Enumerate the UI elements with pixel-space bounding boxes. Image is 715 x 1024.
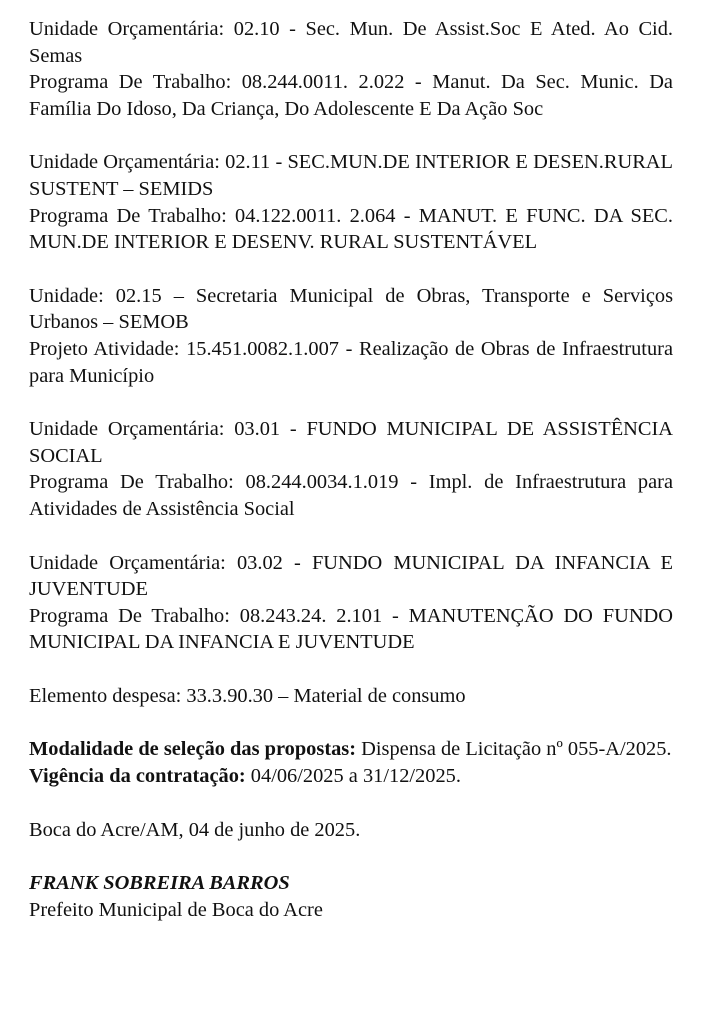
element-expense: Elemento despesa: 33.3.90.30 – Material de consumo: [29, 684, 466, 707]
program-02-11: Programa De Trabalho: 04.122.0011. 2.064 - MANUT. E FUNC. DA SEC. MUN.DE INTERIOR E DESENV. RURAL SUSTENTÁVEL: [29, 204, 673, 254]
signatory-title: Prefeito Municipal de Boca do Acre: [29, 898, 323, 921]
program-03-02: Programa De Trabalho: 08.243.24. 2.101 - MANUTENÇÃO DO FUNDO MUNICIPAL DA INFANCIA E JUVENTUDE: [29, 604, 673, 654]
unit-02-15: Unidade: 02.15 – Secretaria Municipal de Obras, Transporte e Serviços Urbanos – SEMOB: [29, 284, 673, 334]
spacer: [29, 256, 673, 283]
unit-03-02: Unidade Orçamentária: 03.02 - FUNDO MUNICIPAL DA INFANCIA E JUVENTUDE: [29, 551, 673, 601]
spacer: [29, 389, 673, 416]
spacer: [29, 523, 673, 550]
program-02-15: Projeto Atividade: 15.451.0082.1.007 - Realização de Obras de Infraestrutura para Município: [29, 337, 673, 387]
place-date: Boca do Acre/AM, 04 de junho de 2025.: [29, 818, 361, 841]
spacer: [29, 843, 673, 870]
validity-label: Vigência da contratação:: [29, 765, 246, 788]
validity-value: 04/06/2025 a 31/12/2025.: [245, 765, 461, 788]
unit-02-10: Unidade Orçamentária: 02.10 - Sec. Mun. De Assist.Soc E Ated. Ao Cid. Semas: [29, 18, 673, 67]
spacer: [29, 709, 673, 736]
unit-02-11: Unidade Orçamentária: 02.11 - SEC.MUN.DE INTERIOR E DESEN.RURAL SUSTENT – SEMIDS: [29, 151, 673, 200]
spacer: [29, 656, 673, 683]
modality-value: Dispensa de Licitação nº 055-A/2025.: [356, 738, 672, 761]
document-page: [29, 16, 673, 923]
program-02-10: Programa De Trabalho: 08.244.0011. 2.022 - Manut. Da Sec. Munic. Da Família Do Idoso, Da Criança, Do Adolescente E Da Ação Soc: [29, 71, 673, 120]
signatory-name: FRANK SOBREIRA BARROS: [29, 872, 290, 895]
spacer: [29, 790, 673, 817]
program-03-01: Programa De Trabalho: 08.244.0034.1.019 - Impl. de Infraestrutura para Atividades de Assistência Social: [29, 471, 673, 520]
modality-line: [29, 736, 673, 763]
unit-03-01: Unidade Orçamentária: 03.01 - FUNDO MUNICIPAL DE ASSISTÊNCIA SOCIAL: [29, 418, 673, 467]
spacer: [29, 122, 673, 149]
modality-label: Modalidade de seleção das propostas:: [29, 738, 357, 761]
validity-line: [29, 763, 673, 790]
